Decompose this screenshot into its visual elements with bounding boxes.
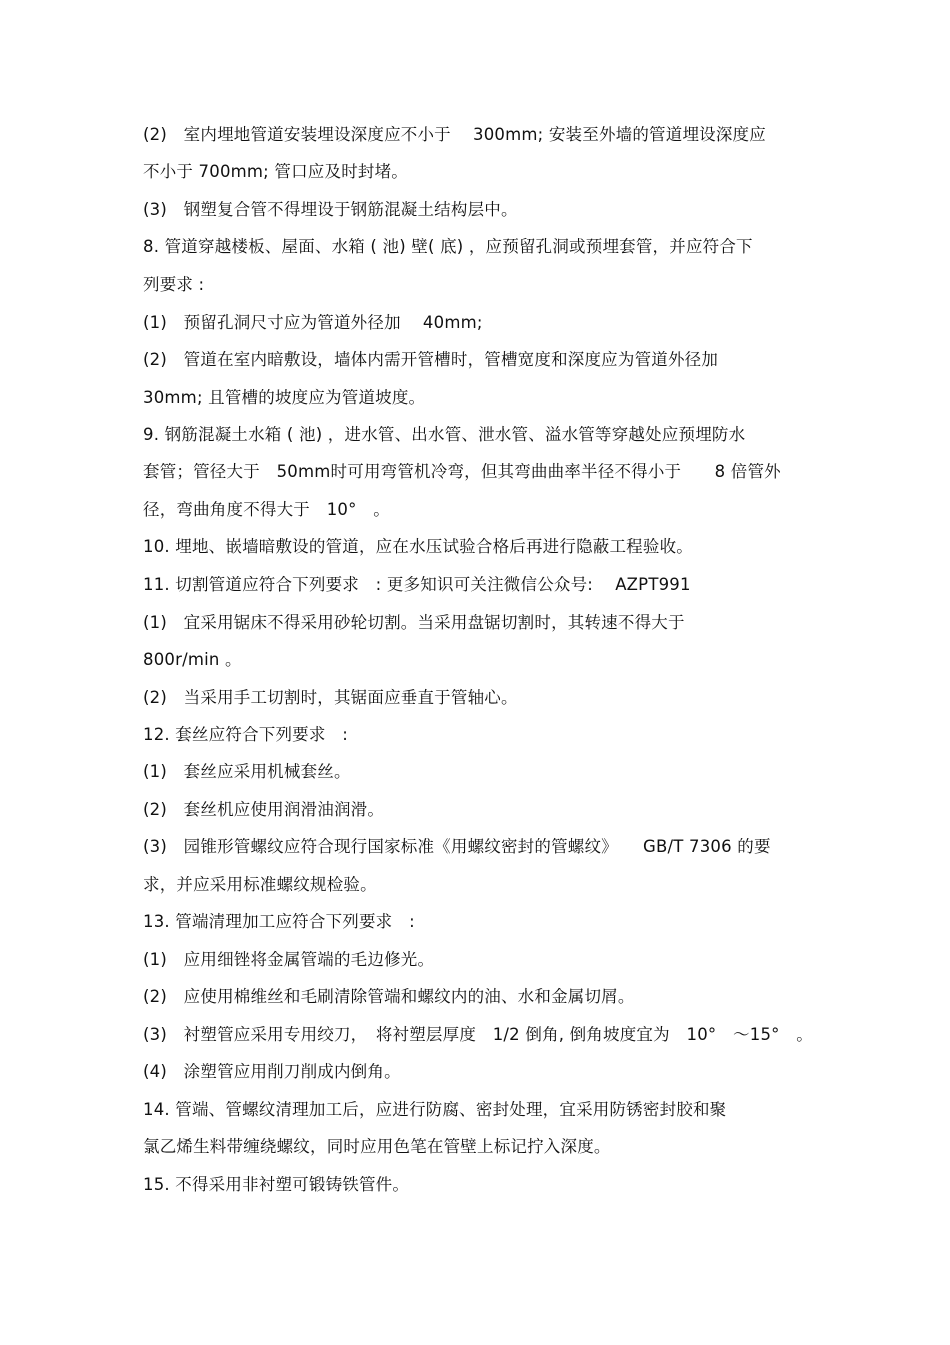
text-line: 8. 管道穿越楼板、屋面、水箱 ( 池) 壁( 底) ，应预留孔洞或预埋套管，并应符合下 bbox=[143, 237, 753, 256]
text-line: 径，弯曲角度不得大于 10° 。 bbox=[143, 500, 390, 519]
text-line: 氯乙烯生料带缠绕螺纹，同时应用色笔在管壁上标记拧入深度。 bbox=[143, 1137, 611, 1156]
text-line: (2) 室内埋地管道安装埋设深度应不小于 300mm; 安装至外墙的管道埋设深度应 bbox=[143, 125, 766, 144]
text-line: (2) 管道在室内暗敷设，墙体内需开管槽时，管槽宽度和深度应为管道外径加 bbox=[143, 350, 719, 369]
text-line: (1) 宜采用锯床不得采用砂轮切割。当采用盘锯切割时，其转速不得大于 bbox=[143, 613, 685, 632]
text-line: 30mm; 且管槽的坡度应为管道坡度。 bbox=[143, 388, 426, 407]
text-line: (3) 园锥形管螺纹应符合现行国家标准《用螺纹密封的管螺纹》 GB/T 7306 的要 bbox=[143, 837, 771, 856]
text-line: 800r/min 。 bbox=[143, 650, 242, 669]
text-line: (3) 衬塑管应采用专用绞刀， 将衬塑层厚度 1/2 倒角, 倒角坡度宜为 10° ～15° 。 bbox=[143, 1025, 814, 1044]
text-line: 15. 不得采用非衬塑可锻铸铁管件。 bbox=[143, 1175, 410, 1194]
text-line: (1) 套丝应采用机械套丝。 bbox=[143, 762, 351, 781]
text-line: 列要求 : bbox=[143, 275, 205, 294]
text-line: (2) 套丝机应使用润滑油润滑。 bbox=[143, 800, 385, 819]
text-line: 求，并应采用标准螺纹规检验。 bbox=[143, 875, 377, 894]
text-line: 套管；管径大于 50mm时可用弯管机冷弯，但其弯曲曲率半径不得小于 8 倍管外 bbox=[143, 462, 781, 481]
text-line: (3) 钢塑复合管不得埋设于钢筋混凝土结构层中。 bbox=[143, 200, 518, 219]
text-line: 11. 切割管道应符合下列要求 : 更多知识可关注微信公众号: AZPT991 bbox=[143, 575, 691, 594]
text-line: 9. 钢筋混凝土水箱 ( 池) ，进水管、出水管、泄水管、溢水管等穿越处应预埋防水 bbox=[143, 425, 746, 444]
text-line: 14. 管端、管螺纹清理加工后，应进行防腐、密封处理，宜采用防锈密封胶和聚 bbox=[143, 1100, 727, 1119]
text-line: (1) 预留孔洞尺寸应为管道外径加 40mm; bbox=[143, 313, 483, 332]
text-line: (1) 应用细锉将金属管端的毛边修光。 bbox=[143, 950, 435, 969]
text-line: 12. 套丝应符合下列要求 : bbox=[143, 725, 349, 744]
text-line: (4) 涂塑管应用削刀削成内倒角。 bbox=[143, 1062, 401, 1081]
text-line: 不小于 700mm; 管口应及时封堵。 bbox=[143, 162, 408, 181]
text-line: 10. 埋地、嵌墙暗敷设的管道，应在水压试验合格后再进行隐蔽工程验收。 bbox=[143, 537, 693, 556]
text-line: 13. 管端清理加工应符合下列要求 : bbox=[143, 912, 415, 931]
text-line: (2) 应使用棉维丝和毛刷清除管端和螺纹内的油、水和金属切屑。 bbox=[143, 987, 635, 1006]
text-line: (2) 当采用手工切割时，其锯面应垂直于管轴心。 bbox=[143, 688, 518, 707]
